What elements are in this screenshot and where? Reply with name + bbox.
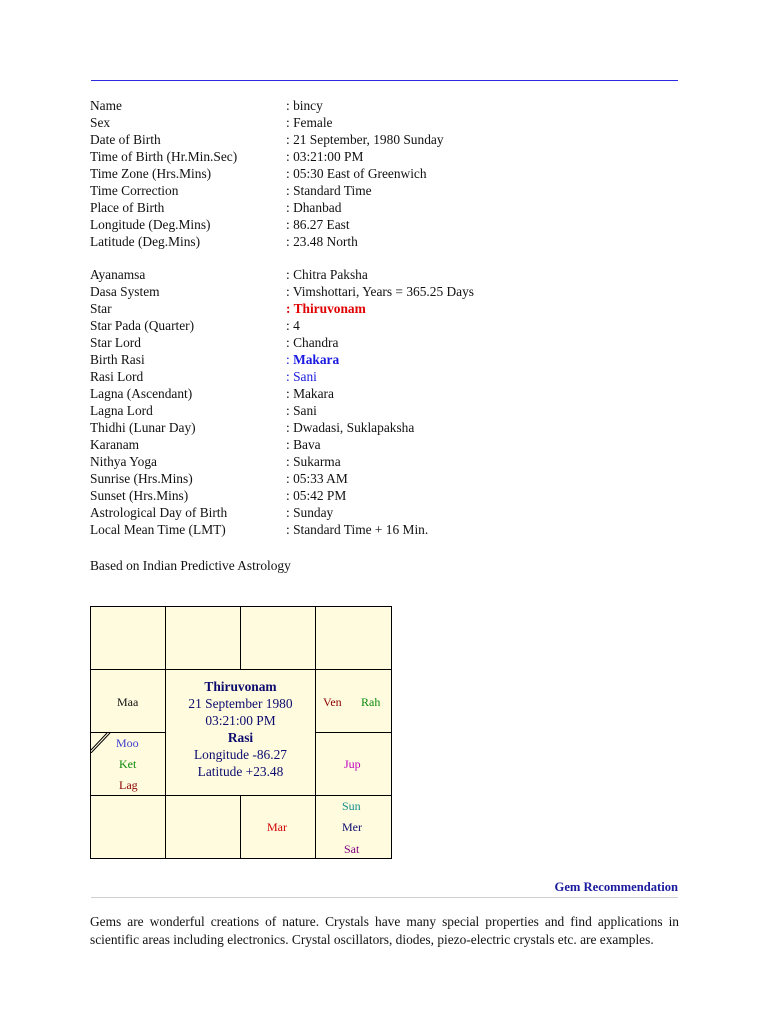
detail-row-tob: Time of Birth (Hr.Min.Sec) : 03:21:00 PM: [90, 149, 364, 164]
detail-row-lmt: Local Mean Time (LMT) : Standard Time + 16 Min.: [90, 522, 429, 537]
lagna-marker-icon: [91, 733, 111, 753]
detail-row-ayanamsa: Ayanamsa : Chitra Paksha: [90, 267, 368, 282]
planet-mar: Mar: [267, 820, 287, 834]
planet-ven: Ven: [323, 695, 342, 709]
planet-lag: Lag: [119, 778, 138, 792]
detail-row-timezone: Time Zone (Hrs.Mins) : 05:30 East of Greenwich: [90, 166, 427, 181]
detail-row-lagna-lord: Lagna Lord : Sani: [90, 403, 317, 418]
planet-ket: Ket: [119, 757, 137, 771]
detail-row-thidhi: Thidhi (Lunar Day) : Dwadasi, Suklapaksha: [90, 420, 415, 435]
gem-recommendation-heading: Gem Recommendation: [554, 880, 678, 894]
detail-row-sunset: Sunset (Hrs.Mins) : 05:42 PM: [90, 488, 347, 503]
section-gap: [90, 250, 680, 266]
section-divider: [91, 897, 678, 898]
detail-row-pada: Star Pada (Quarter) : 4: [90, 318, 300, 333]
top-divider: [91, 80, 678, 81]
chart-star: Thiruvonam: [204, 679, 277, 694]
chart-house-2: [166, 607, 241, 670]
detail-row-karanam: Karanam : Bava: [90, 437, 321, 452]
chart-date: 21 September 1980: [188, 696, 293, 711]
detail-row-rasi-lord: Rasi Lord : Sani: [90, 369, 317, 384]
chart-house-3: [241, 607, 316, 670]
detail-row-time-correction: Time Correction : Standard Time: [90, 183, 372, 198]
chart-house-4: [316, 607, 391, 670]
chart-house-1: [91, 607, 166, 670]
detail-row-sunrise: Sunrise (Hrs.Mins) : 05:33 AM: [90, 471, 348, 486]
detail-row-dasa: Dasa System : Vimshottari, Years = 365.25 Days: [90, 284, 475, 299]
gem-paragraph: Gems are wonderful creations of nature. Crystals have many special properties and find applications in scientific areas including electronics. Crystal oscillators, diodes, piezo-electric crystals etc. are examples.: [90, 914, 679, 947]
planet-sat: Sat: [344, 842, 360, 856]
detail-row-latitude: Latitude (Deg.Mins) : 23.48 North: [90, 234, 358, 249]
planet-sun: Sun: [342, 799, 361, 813]
detail-row-yoga: Nithya Yoga : Sukarma: [90, 454, 341, 469]
based-on-note: Based on Indian Predictive Astrology: [90, 558, 291, 573]
detail-row-longitude: Longitude (Deg.Mins) : 86.27 East: [90, 217, 350, 232]
detail-row-star-lord: Star Lord : Chandra: [90, 335, 339, 350]
planet-jup: Jup: [344, 757, 361, 771]
birth-details: [90, 97, 680, 538]
detail-row-rasi: Birth Rasi : Makara: [90, 352, 340, 367]
chart-longitude: Longitude -86.27: [194, 747, 287, 762]
detail-row-astro-day: Astrological Day of Birth : Sunday: [90, 505, 334, 520]
rasi-chart: [90, 606, 392, 859]
chart-time: 03:21:00 PM: [205, 713, 276, 728]
planet-moo: Moo: [116, 736, 139, 750]
chart-latitude: Latitude +23.48: [197, 764, 284, 779]
detail-row-lagna: Lagna (Ascendant) : Makara: [90, 386, 334, 401]
detail-row-star: Star : Thiruvonam: [90, 301, 366, 316]
chart-title: Rasi: [227, 730, 254, 745]
chart-center: [166, 670, 316, 796]
detail-row-dob: Date of Birth : 21 September, 1980 Sunday: [90, 132, 444, 147]
planet-rah: Rah: [361, 695, 381, 709]
planet-mer: Mer: [342, 820, 362, 834]
detail-row-place: Place of Birth : Dhanbad: [90, 200, 342, 215]
detail-row-sex: Sex : Female: [90, 115, 333, 130]
chart-house-10: [91, 796, 166, 858]
chart-house-9: [166, 796, 241, 858]
detail-row-name: Name : bincy: [90, 98, 323, 113]
planet-maa: Maa: [117, 695, 139, 709]
